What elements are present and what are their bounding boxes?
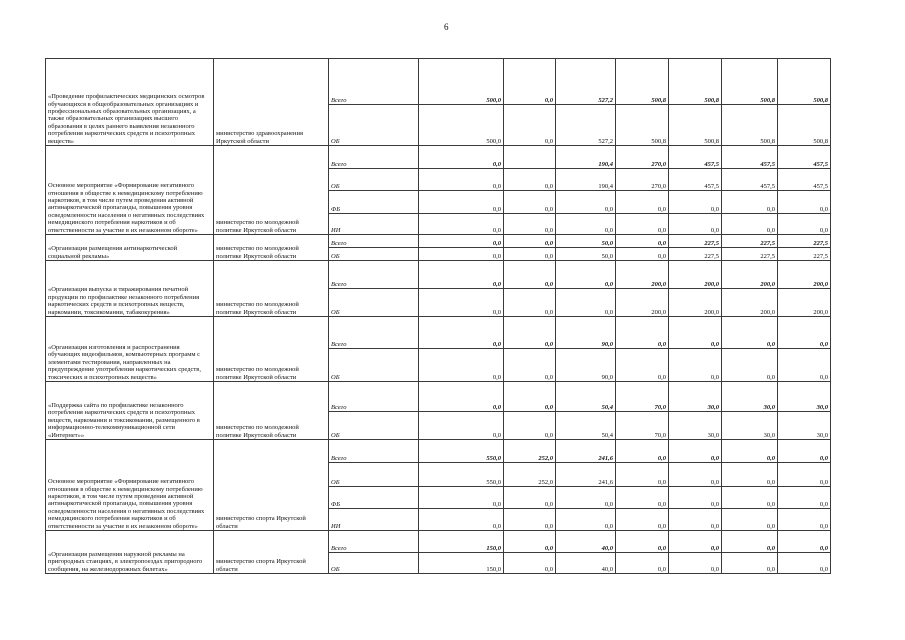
- amount-cell: 200,0: [778, 261, 831, 289]
- amount-cell: 457,5: [669, 169, 722, 191]
- amount-cell: 527,2: [556, 59, 616, 105]
- funding-source: Всего: [329, 235, 419, 248]
- funding-source: Всего: [329, 317, 419, 349]
- amount-cell: 0,0: [669, 214, 722, 235]
- budget-table: [45, 58, 831, 574]
- amount-cell: 50,4: [556, 412, 616, 440]
- funding-source: ФБ: [329, 487, 419, 509]
- amount-cell: 200,0: [722, 261, 778, 289]
- measure-description: «Поддержка сайта по профилактике незаконного потребления наркотических средств и психотропных веществ, наркомании и токсикомании, размещенного в информационно-телекоммуникационной сети «Интернет»»: [46, 382, 214, 440]
- amount-cell: 50,4: [556, 382, 616, 412]
- amount-cell: 227,5: [669, 248, 722, 261]
- amount-cell: 500,8: [616, 59, 669, 105]
- funding-source: ОБ: [329, 463, 419, 487]
- amount-cell: 0,0: [778, 349, 831, 382]
- amount-cell: 30,0: [722, 382, 778, 412]
- amount-cell: 190,4: [556, 169, 616, 191]
- funding-source: ОБ: [329, 349, 419, 382]
- amount-cell: 500,0: [419, 59, 504, 105]
- amount-cell: 500,8: [722, 59, 778, 105]
- amount-cell: 550,0: [419, 440, 504, 463]
- amount-cell: 0,0: [616, 553, 669, 574]
- amount-cell: 0,0: [504, 235, 556, 248]
- amount-cell: 0,0: [556, 191, 616, 214]
- amount-cell: 0,0: [504, 248, 556, 261]
- amount-cell: [504, 146, 556, 169]
- amount-cell: 0,0: [504, 349, 556, 382]
- measure-description: «Проведение профилактических медицинских осмотров обучающихся в общеобразовательных организациях и профессиональных образовательных организациях, а также образовательных организациях высшего образования в целях раннего выявления незаконного потребления наркотических средств и психотропных веществ»: [46, 59, 214, 146]
- amount-cell: 0,0: [722, 317, 778, 349]
- amount-cell: 550,0: [419, 463, 504, 487]
- amount-cell: 227,5: [778, 235, 831, 248]
- amount-cell: 30,0: [778, 382, 831, 412]
- measure-description: «Организация размещения наружной рекламы на пригородных станциях, в электропоездах пригородного сообщения, на железнодорожных билетах»: [46, 531, 214, 574]
- amount-cell: 457,5: [722, 146, 778, 169]
- amount-cell: 0,0: [504, 105, 556, 146]
- measure-description: «Организация изготовления и распространения обучающих видеофильмов, компьютерных программ с элементами тестирования, направленных на предупреждение употребления наркотических средств, токсических и психотропных веществ»: [46, 317, 214, 382]
- amount-cell: 0,0: [778, 214, 831, 235]
- amount-cell: 0,0: [419, 487, 504, 509]
- measure-description: «Организация выпуска и тиражирования печатной продукции по профилактике незаконного потребления наркотических средств и психотропных веществ, наркомании, токсикомании, табакокурения»: [46, 261, 214, 317]
- amount-cell: 200,0: [616, 261, 669, 289]
- amount-cell: 0,0: [616, 191, 669, 214]
- funding-source: ИИ: [329, 214, 419, 235]
- amount-cell: 0,0: [419, 248, 504, 261]
- amount-cell: 500,8: [722, 105, 778, 146]
- amount-cell: 0,0: [504, 553, 556, 574]
- amount-cell: 0,0: [504, 412, 556, 440]
- amount-cell: 0,0: [419, 235, 504, 248]
- amount-cell: 0,0: [504, 214, 556, 235]
- amount-cell: 241,6: [556, 440, 616, 463]
- amount-cell: 0,0: [616, 349, 669, 382]
- amount-cell: 0,0: [616, 509, 669, 531]
- responsible-executor: министерство здравоохранения Иркутской области: [214, 59, 329, 146]
- funding-source: ОБ: [329, 105, 419, 146]
- amount-cell: 500,8: [778, 59, 831, 105]
- amount-cell: 0,0: [419, 191, 504, 214]
- funding-source: ОБ: [329, 553, 419, 574]
- table-row: [46, 261, 831, 289]
- amount-cell: 0,0: [419, 169, 504, 191]
- amount-cell: 50,0: [556, 235, 616, 248]
- amount-cell: 0,0: [616, 214, 669, 235]
- amount-cell: 227,5: [778, 248, 831, 261]
- amount-cell: 500,8: [778, 105, 831, 146]
- amount-cell: 0,0: [556, 214, 616, 235]
- table-row: [46, 235, 831, 248]
- amount-cell: 200,0: [616, 289, 669, 317]
- amount-cell: 500,8: [669, 59, 722, 105]
- amount-cell: 0,0: [722, 214, 778, 235]
- amount-cell: 0,0: [669, 349, 722, 382]
- amount-cell: 0,0: [504, 382, 556, 412]
- amount-cell: 0,0: [504, 509, 556, 531]
- responsible-executor: министерство спорта Иркутской области: [214, 531, 329, 574]
- amount-cell: 0,0: [616, 317, 669, 349]
- amount-cell: 270,0: [616, 169, 669, 191]
- amount-cell: 0,0: [778, 191, 831, 214]
- amount-cell: 457,5: [669, 146, 722, 169]
- amount-cell: 50,0: [556, 248, 616, 261]
- amount-cell: 500,8: [616, 105, 669, 146]
- amount-cell: 0,0: [419, 509, 504, 531]
- amount-cell: 0,0: [669, 531, 722, 553]
- amount-cell: 30,0: [778, 412, 831, 440]
- amount-cell: 0,0: [616, 487, 669, 509]
- amount-cell: 90,0: [556, 317, 616, 349]
- funding-source: Всего: [329, 531, 419, 553]
- amount-cell: 457,5: [778, 146, 831, 169]
- funding-source: ОБ: [329, 248, 419, 261]
- amount-cell: 0,0: [616, 440, 669, 463]
- amount-cell: 0,0: [504, 317, 556, 349]
- amount-cell: 0,0: [419, 382, 504, 412]
- amount-cell: 0,0: [778, 531, 831, 553]
- amount-cell: 0,0: [504, 487, 556, 509]
- amount-cell: 0,0: [419, 214, 504, 235]
- measure-description: Основное мероприятие «Формирование негативного отношения в обществе к немедицинскому потреблению наркотиков, в том числе путем проведения активной антинаркотической пропаганды, повышения уровня осведомленности населения о негативных последствиях немедицинского потребления наркотиков и об ответственности за участие в их незаконном обороте»: [46, 440, 214, 531]
- amount-cell: 0,0: [778, 440, 831, 463]
- amount-cell: 0,0: [616, 235, 669, 248]
- responsible-executor: министерство спорта Иркутской области: [214, 440, 329, 531]
- amount-cell: 0,0: [778, 509, 831, 531]
- amount-cell: 0,0: [616, 531, 669, 553]
- amount-cell: 227,5: [669, 235, 722, 248]
- amount-cell: 30,0: [669, 382, 722, 412]
- amount-cell: 0,0: [616, 463, 669, 487]
- amount-cell: 0,0: [778, 463, 831, 487]
- amount-cell: 200,0: [778, 289, 831, 317]
- amount-cell: 70,0: [616, 412, 669, 440]
- amount-cell: 40,0: [556, 531, 616, 553]
- amount-cell: 0,0: [669, 191, 722, 214]
- amount-cell: 0,0: [778, 487, 831, 509]
- amount-cell: 0,0: [556, 289, 616, 317]
- amount-cell: 0,0: [722, 463, 778, 487]
- amount-cell: 0,0: [419, 349, 504, 382]
- funding-source: ФБ: [329, 191, 419, 214]
- funding-source: Всего: [329, 59, 419, 105]
- funding-source: ОБ: [329, 289, 419, 317]
- amount-cell: 0,0: [504, 531, 556, 553]
- funding-source: ОБ: [329, 169, 419, 191]
- amount-cell: 0,0: [722, 509, 778, 531]
- amount-cell: 200,0: [722, 289, 778, 317]
- funding-source: Всего: [329, 261, 419, 289]
- amount-cell: 0,0: [504, 289, 556, 317]
- amount-cell: 227,5: [722, 235, 778, 248]
- amount-cell: 0,0: [419, 412, 504, 440]
- responsible-executor: министерство по молодежной политике Иркутской области: [214, 261, 329, 317]
- amount-cell: 0,0: [419, 261, 504, 289]
- amount-cell: 0,0: [556, 509, 616, 531]
- responsible-executor: министерство по молодежной политике Иркутской области: [214, 235, 329, 261]
- table-row: [46, 440, 831, 463]
- amount-cell: 270,0: [616, 146, 669, 169]
- amount-cell: 40,0: [556, 553, 616, 574]
- amount-cell: 500,0: [419, 105, 504, 146]
- amount-cell: 0,0: [419, 146, 504, 169]
- funding-source: Всего: [329, 382, 419, 412]
- amount-cell: 0,0: [722, 531, 778, 553]
- measure-description: Основное мероприятие «Формирование негативного отношения в обществе к немедицинскому потреблению наркотиков, в том числе путем проведения активной антинаркотической пропаганды, повышения уровня осведомленности населения о негативных последствиях немедицинского потребления наркотиков и об ответственности за участие в их незаконном обороте»: [46, 146, 214, 235]
- amount-cell: 0,0: [722, 440, 778, 463]
- amount-cell: 30,0: [722, 412, 778, 440]
- amount-cell: 150,0: [419, 553, 504, 574]
- responsible-executor: министерство по молодежной политике Иркутской области: [214, 146, 329, 235]
- responsible-executor: министерство по молодежной политике Иркутской области: [214, 317, 329, 382]
- amount-cell: 150,0: [419, 531, 504, 553]
- funding-source: ИИ: [329, 509, 419, 531]
- amount-cell: 457,5: [722, 169, 778, 191]
- amount-cell: 190,4: [556, 146, 616, 169]
- amount-cell: 200,0: [669, 261, 722, 289]
- amount-cell: 0,0: [504, 191, 556, 214]
- amount-cell: 200,0: [669, 289, 722, 317]
- funding-source: ОБ: [329, 412, 419, 440]
- amount-cell: 0,0: [722, 349, 778, 382]
- table-row: [46, 382, 831, 412]
- amount-cell: 0,0: [722, 553, 778, 574]
- amount-cell: 0,0: [669, 317, 722, 349]
- funding-source: Всего: [329, 146, 419, 169]
- table-row: [46, 531, 831, 553]
- amount-cell: 0,0: [419, 289, 504, 317]
- amount-cell: 0,0: [778, 317, 831, 349]
- measure-description: «Организация размещения антинаркотической социальной рекламы»: [46, 235, 214, 261]
- amount-cell: 0,0: [778, 553, 831, 574]
- amount-cell: 527,2: [556, 105, 616, 146]
- amount-cell: 457,5: [778, 169, 831, 191]
- amount-cell: 0,0: [669, 509, 722, 531]
- table-row: [46, 59, 831, 105]
- amount-cell: 0,0: [504, 169, 556, 191]
- amount-cell: 252,0: [504, 440, 556, 463]
- amount-cell: 0,0: [556, 487, 616, 509]
- amount-cell: 70,0: [616, 382, 669, 412]
- funding-source: Всего: [329, 440, 419, 463]
- amount-cell: 0,0: [419, 317, 504, 349]
- amount-cell: 241,6: [556, 463, 616, 487]
- amount-cell: 0,0: [669, 553, 722, 574]
- amount-cell: 0,0: [556, 261, 616, 289]
- table-row: [46, 317, 831, 349]
- amount-cell: 0,0: [669, 487, 722, 509]
- amount-cell: 227,5: [722, 248, 778, 261]
- amount-cell: 90,0: [556, 349, 616, 382]
- amount-cell: 0,0: [504, 59, 556, 105]
- amount-cell: 252,0: [504, 463, 556, 487]
- table-row: [46, 146, 831, 169]
- amount-cell: 30,0: [669, 412, 722, 440]
- amount-cell: 0,0: [616, 248, 669, 261]
- responsible-executor: министерство по молодежной политике Иркутской области: [214, 382, 329, 440]
- page-number: 6: [444, 22, 449, 32]
- amount-cell: 0,0: [669, 463, 722, 487]
- amount-cell: 0,0: [722, 487, 778, 509]
- amount-cell: 0,0: [504, 261, 556, 289]
- amount-cell: 0,0: [722, 191, 778, 214]
- amount-cell: 0,0: [669, 440, 722, 463]
- amount-cell: 500,8: [669, 105, 722, 146]
